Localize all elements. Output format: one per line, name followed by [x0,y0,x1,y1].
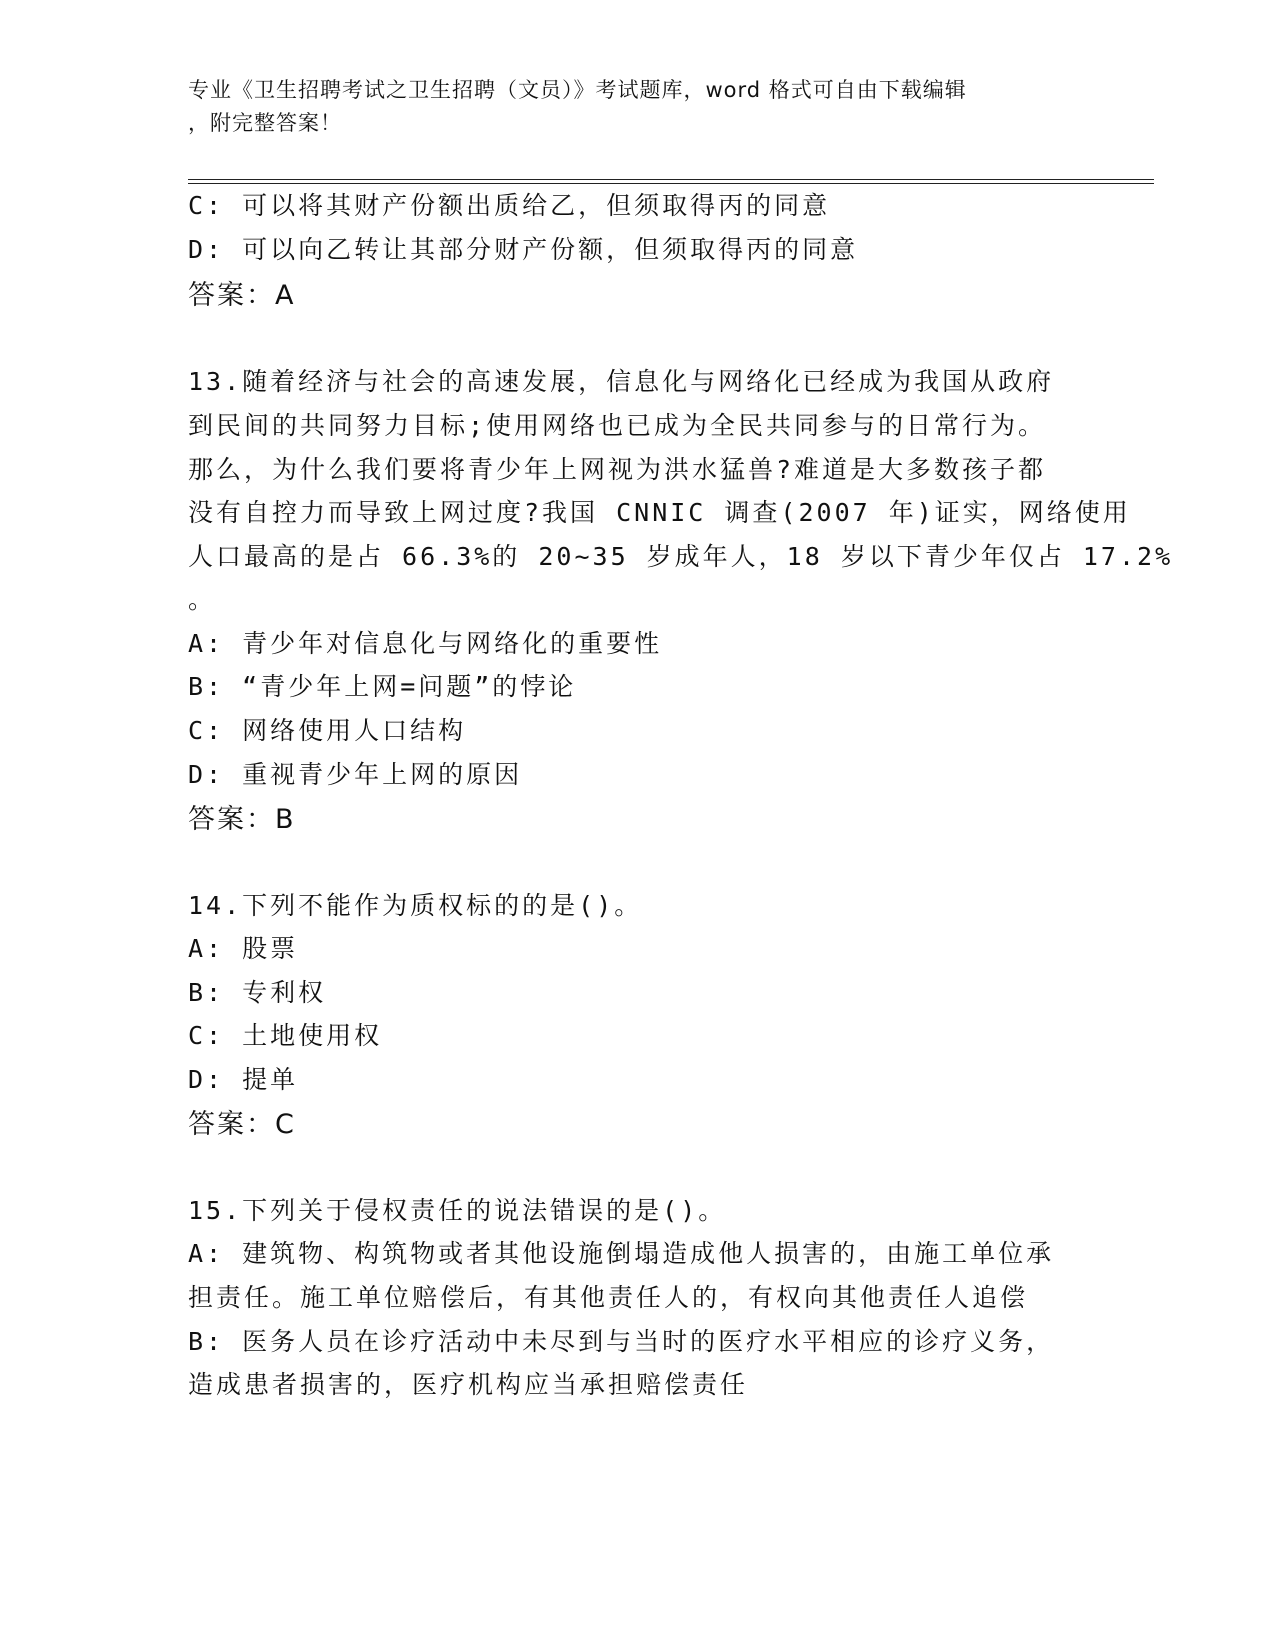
q13-option-d: D: 重视青少年上网的原因 [188,760,523,789]
q13-stem-line-2: 到民间的共同努力目标;使用网络也已成为全民共同参与的日常行为。 [188,411,1047,440]
q12-answer: 答案：A [188,280,296,311]
q13-stem-line-6: 。 [188,585,217,614]
q13-stem-line-4: 没有自控力而导致上网过度?我国 CNNIC 调查(2007 年)证实，网络使用 [188,498,1131,527]
header-divider-bottom [188,183,1154,184]
q13-stem-line-1: 13.随着经济与社会的高速发展，信息化与网络化已经成为我国从政府 [188,367,1055,396]
q15-option-b-line-2: 造成患者损害的，医疗机构应当承担赔偿责任 [188,1370,749,1399]
header-divider-top [188,179,1154,180]
q15-stem: 15.下列关于侵权责任的说法错误的是()。 [188,1196,727,1225]
q14-stem: 14.下列不能作为质权标的的是()。 [188,891,643,920]
q13-option-a: A: 青少年对信息化与网络化的重要性 [188,629,663,658]
q14-option-a: A: 股票 [188,934,299,963]
header-line-2: ，附完整答案！ [188,111,342,135]
q15-option-b-line-1: B: 医务人员在诊疗活动中未尽到与当时的医疗水平相应的诊疗义务， [188,1327,1055,1356]
header-line-1: 专业《卫生招聘考试之卫生招聘（文员）》考试题库，word 格式可自由下载编辑 [188,78,967,102]
q13-answer: 答案：B [188,804,296,835]
q13-option-b: B: “青少年上网=问题”的悖论 [188,672,577,701]
q12-option-c: C: 可以将其财产份额出质给乙，但须取得丙的同意 [188,191,831,220]
q13-option-c: C: 网络使用人口结构 [188,716,467,745]
q14-option-b: B: 专利权 [188,978,327,1007]
q13-stem-line-5: 人口最高的是占 66.3%的 20~35 岁成年人，18 岁以下青少年仅占 17.2% [188,542,1174,571]
q12-option-d: D: 可以向乙转让其部分财产份额，但须取得丙的同意 [188,235,859,264]
q14-option-c: C: 土地使用权 [188,1021,383,1050]
q13-stem-line-3: 那么，为什么我们要将青少年上网视为洪水猛兽?难道是大多数孩子都 [188,455,1047,484]
q14-option-d: D: 提单 [188,1065,299,1094]
q14-answer: 答案：C [188,1109,296,1140]
q15-option-a-line-1: A: 建筑物、构筑物或者其他设施倒塌造成他人损害的，由施工单位承 [188,1239,1055,1268]
document-header [188,74,1088,140]
q15-option-a-line-2: 担责任。施工单位赔偿后，有其他责任人的，有权向其他责任人追偿 [188,1283,1029,1312]
